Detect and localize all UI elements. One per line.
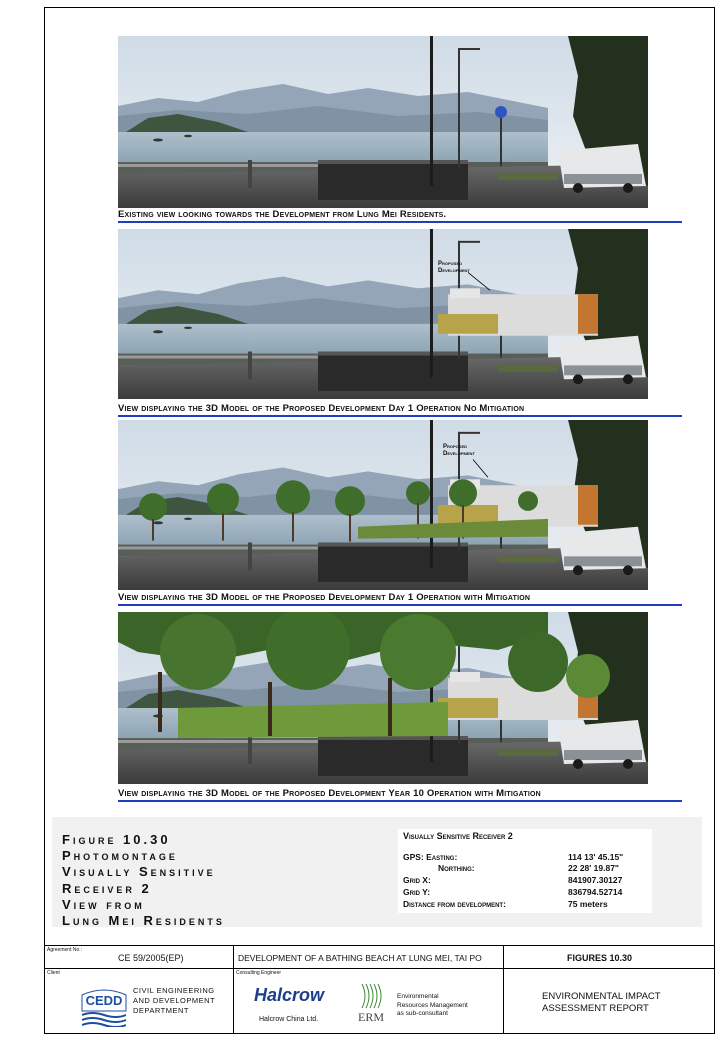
photo-year10-with-mitigation xyxy=(118,612,648,784)
caption-day1-with-mitigation: View displaying the 3D Model of the Proposed Development Day 1 Operation with Mitigation xyxy=(118,592,682,606)
cedd-logo-text: CEDD xyxy=(85,993,123,1008)
halcrow-name: Halcrow China Ltd. xyxy=(259,1016,319,1023)
receiver-details xyxy=(398,829,652,913)
photo-day1-with-mitigation xyxy=(118,420,648,590)
title-block-row-divider xyxy=(44,968,715,969)
gps-easting-value: 114 13' 45.15" xyxy=(568,852,624,862)
figure-title: Figure 10.30 Photomontage Visually Sensitive Receiver 2 View from Lung Mei Residents xyxy=(62,832,225,929)
photo-day1-no-mitigation xyxy=(118,229,648,399)
consultant-label: Consulting Engineer xyxy=(236,970,282,976)
title-block-col-divider xyxy=(503,945,504,1034)
photo-existing-view xyxy=(118,36,648,208)
grid-x-label: Grid X: xyxy=(403,875,431,885)
client-label: Client xyxy=(47,970,60,976)
proposed-development-label: Proposed Development xyxy=(443,444,475,457)
grid-y-value: 836794.52714 xyxy=(568,887,623,897)
halcrow-logo: Halcrow xyxy=(254,985,325,1005)
caption-existing-view: Existing view looking towards the Development from Lung Mei Residents. xyxy=(118,209,682,223)
grid-y-label: Grid Y: xyxy=(403,887,431,897)
cedd-logo xyxy=(80,985,128,1027)
erm-logo-text: ERM xyxy=(358,1010,385,1024)
erm-logo xyxy=(358,982,390,1026)
caption-year10-with-mitigation: View displaying the 3D Model of the Proposed Development Year 10 Operation with Mitigation xyxy=(118,788,682,802)
agreement-label: Agreement No.: xyxy=(47,947,83,953)
title-block-col-divider xyxy=(233,945,234,1034)
project-title: DEVELOPMENT OF A BATHING BEACH AT LUNG MEI, TAI PO xyxy=(238,953,482,963)
cedd-name: CIVIL ENGINEERING AND DEVELOPMENT DEPARTMENT xyxy=(133,986,216,1015)
gps-easting-label: GPS: Easting: xyxy=(403,852,458,862)
gps-northing-value: 22 28' 19.87" xyxy=(568,863,619,873)
grid-x-value: 841907.30127 xyxy=(568,875,623,885)
receiver-title: Visually Sensitive Receiver 2 xyxy=(403,831,513,841)
agreement-number: CE 59/2005(EP) xyxy=(118,953,184,963)
gps-northing-label: Northing: xyxy=(438,863,475,873)
report-title: ENVIRONMENTAL IMPACT ASSESSMENT REPORT xyxy=(542,991,661,1014)
distance-label: Distance from development: xyxy=(403,899,506,909)
erm-name: Environmental Resources Management as sub-consultant xyxy=(397,993,468,1017)
proposed-development-label: Proposed Development xyxy=(438,261,470,274)
caption-day1-no-mitigation: View displaying the 3D Model of the Proposed Development Day 1 Operation No Mitigation xyxy=(118,403,682,417)
figure-number: FIGURES 10.30 xyxy=(567,953,633,963)
distance-value: 75 meters xyxy=(568,899,608,909)
